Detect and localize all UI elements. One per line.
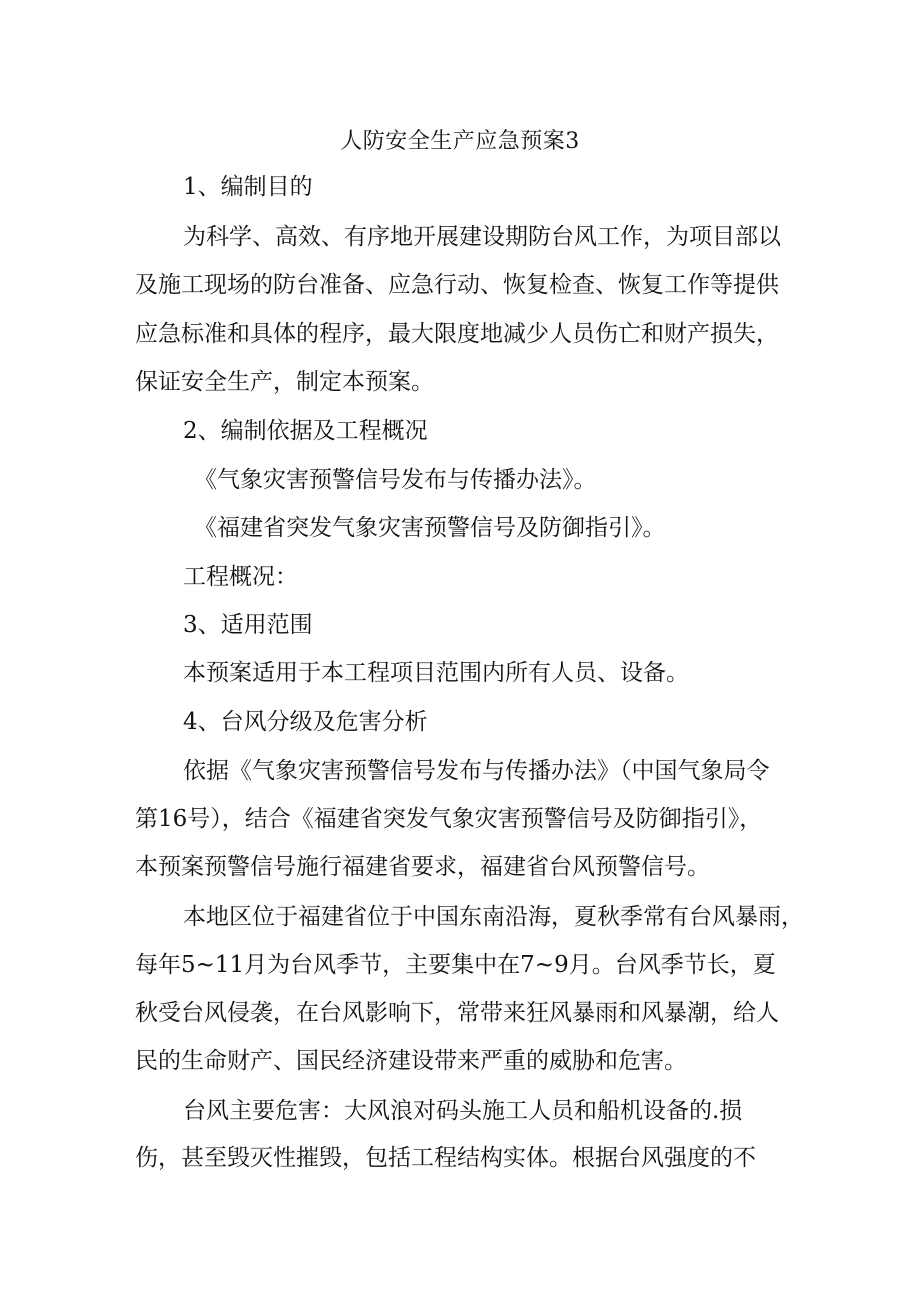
paragraph-line: 第16号），结合《福建省突发气象灾害预警信号及防御指引》， <box>135 806 763 832</box>
paragraph-line: 及施工现场的防台准备、应急行动、恢复检查、恢复工作等提供 <box>135 272 779 298</box>
paragraph-line: 应急标准和具体的程序，最大限度地减少人员伤亡和财产损失， <box>135 321 779 347</box>
paragraph-line: 工程概况： <box>183 564 298 590</box>
reference-line: 《气象灾害预警信号发布与传播办法》。 <box>194 467 597 493</box>
paragraph-line: 秋受台风侵袭，在台风影响下，常带来狂风暴雨和风暴潮，给人 <box>135 1000 779 1026</box>
paragraph-line: 台风主要危害：大风浪对码头施工人员和船机设备的.损 <box>183 1098 743 1124</box>
document-title: 人防安全生产应急预案3 <box>340 129 580 154</box>
heading-4: 4、台风分级及危害分析 <box>183 709 428 735</box>
reference-line: 《福建省突发气象灾害预警信号及防御指引》。 <box>194 515 666 541</box>
heading-1: 1、编制目的 <box>183 174 313 200</box>
paragraph-line: 保证安全生产，制定本预案。 <box>135 369 434 395</box>
heading-2: 2、编制依据及工程概况 <box>183 418 428 444</box>
paragraph-line: 民的生命财产、国民经济建设带来严重的威胁和危害。 <box>135 1048 687 1074</box>
paragraph-line: 本地区位于福建省位于中国东南沿海，夏秋季常有台风暴雨， <box>183 904 804 930</box>
paragraph-line: 本预案预警信号施行福建省要求，福建省台风预警信号。 <box>135 854 710 880</box>
paragraph-line: 依据《气象灾害预警信号发布与传播办法》（中国气象局令 <box>183 758 770 784</box>
heading-3: 3、适用范围 <box>183 612 313 638</box>
paragraph-line: 每年5~11月为台风季节，主要集中在7~9月。台风季节长，夏 <box>135 952 776 978</box>
paragraph-line: 本预案适用于本工程项目范围内所有人员、设备。 <box>183 660 689 686</box>
paragraph-line: 为科学、高效、有序地开展建设期防台风工作，为项目部以 <box>183 224 781 250</box>
paragraph-line: 伤，甚至毁灭性摧毁，包括工程结构实体。根据台风强度的不 <box>135 1145 756 1171</box>
